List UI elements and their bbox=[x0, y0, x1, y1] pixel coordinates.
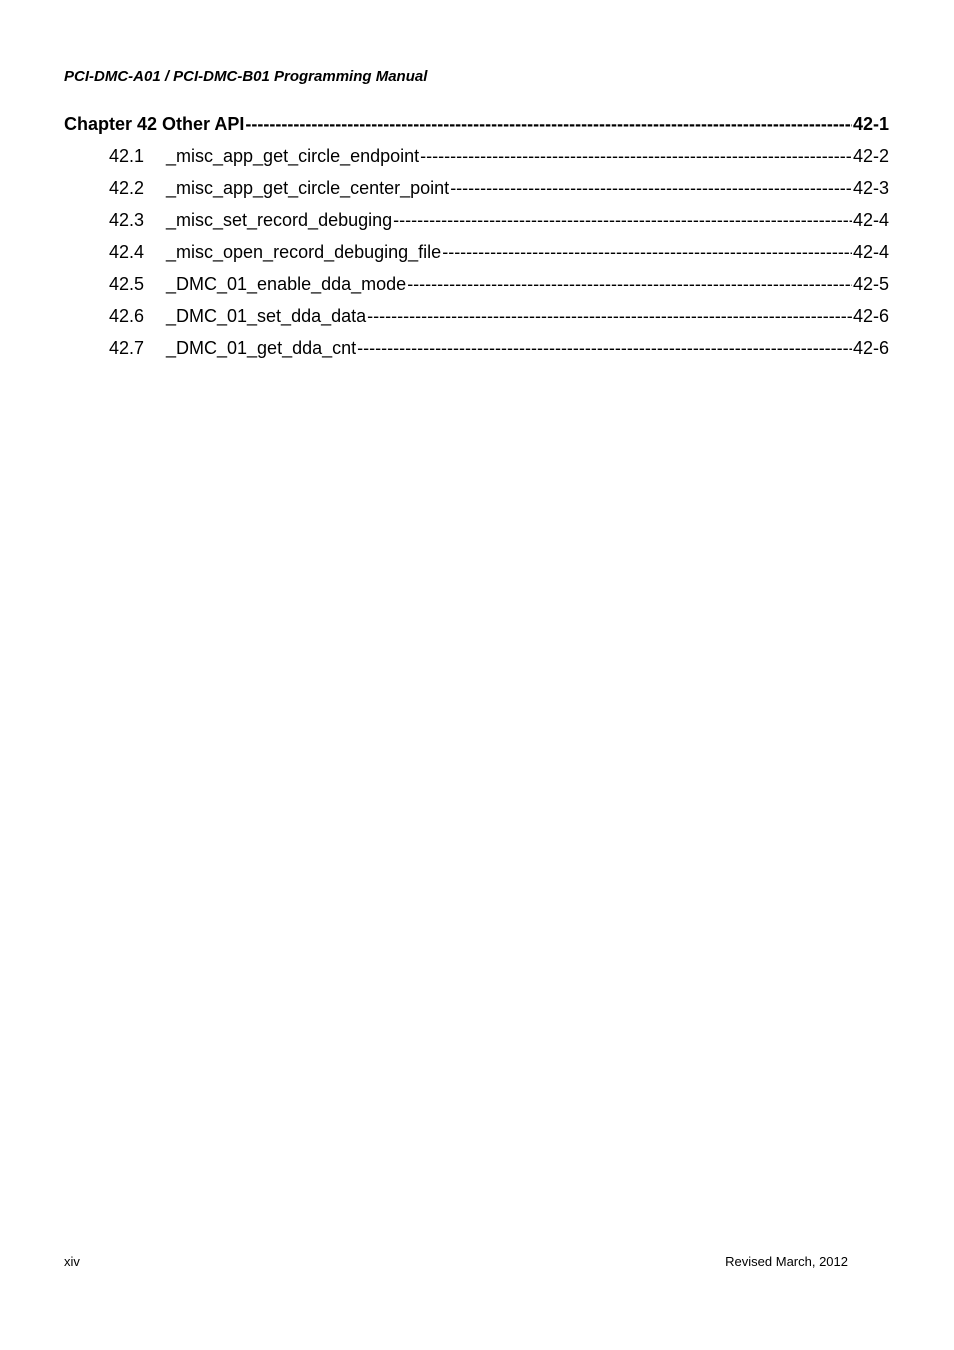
toc-chapter-page: 42-1 bbox=[852, 114, 889, 134]
toc-leader bbox=[357, 336, 852, 360]
toc-section-entry[interactable] bbox=[64, 272, 889, 304]
toc-leader bbox=[450, 176, 852, 200]
toc-section-title: _misc_app_get_circle_endpoint bbox=[166, 146, 420, 166]
toc-section-page: 42-2 bbox=[852, 146, 889, 166]
toc-section-entry[interactable] bbox=[64, 336, 889, 368]
toc-leader bbox=[442, 240, 852, 264]
toc-chapter-title: Chapter 42 Other API bbox=[64, 114, 245, 134]
toc-section-entry[interactable] bbox=[64, 208, 889, 240]
toc-section-title: _misc_app_get_circle_center_point bbox=[166, 178, 450, 198]
toc-section-page: 42-6 bbox=[852, 306, 889, 326]
toc-leader bbox=[245, 112, 852, 136]
toc-section-title: _DMC_01_get_dda_cnt bbox=[166, 338, 357, 358]
toc-section-page: 42-6 bbox=[852, 338, 889, 358]
toc-section-entry[interactable] bbox=[64, 144, 889, 176]
toc-section-page: 42-3 bbox=[852, 178, 889, 198]
toc-section-number: 42.6 bbox=[109, 306, 145, 326]
footer-revision: Revised March, 2012 bbox=[725, 1254, 848, 1269]
footer-page-number: xiv bbox=[64, 1254, 80, 1269]
toc-section-title: _misc_set_record_debuging bbox=[166, 210, 393, 230]
table-of-contents bbox=[64, 112, 889, 368]
toc-leader bbox=[393, 208, 852, 232]
toc-section-number: 42.2 bbox=[109, 178, 145, 198]
toc-section-number: 42.7 bbox=[109, 338, 145, 358]
toc-section-entry[interactable] bbox=[64, 176, 889, 208]
toc-section-number: 42.1 bbox=[109, 146, 145, 166]
toc-section-page: 42-4 bbox=[852, 210, 889, 230]
toc-section-entry[interactable] bbox=[64, 304, 889, 336]
toc-leader bbox=[367, 304, 852, 328]
toc-section-number: 42.3 bbox=[109, 210, 145, 230]
toc-chapter-entry[interactable] bbox=[64, 112, 889, 144]
manual-header-title: PCI-DMC-A01 / PCI-DMC-B01 Programming Manual bbox=[64, 68, 428, 85]
toc-section-title: _DMC_01_set_dda_data bbox=[166, 306, 367, 326]
toc-section-page: 42-5 bbox=[852, 274, 889, 294]
toc-section-title: _DMC_01_enable_dda_mode bbox=[166, 274, 407, 294]
toc-section-number: 42.5 bbox=[109, 274, 145, 294]
toc-leader bbox=[407, 272, 852, 296]
toc-section-title: _misc_open_record_debuging_file bbox=[166, 242, 442, 262]
toc-section-page: 42-4 bbox=[852, 242, 889, 262]
toc-section-number: 42.4 bbox=[109, 242, 145, 262]
toc-leader bbox=[420, 144, 852, 168]
toc-section-entry[interactable] bbox=[64, 240, 889, 272]
